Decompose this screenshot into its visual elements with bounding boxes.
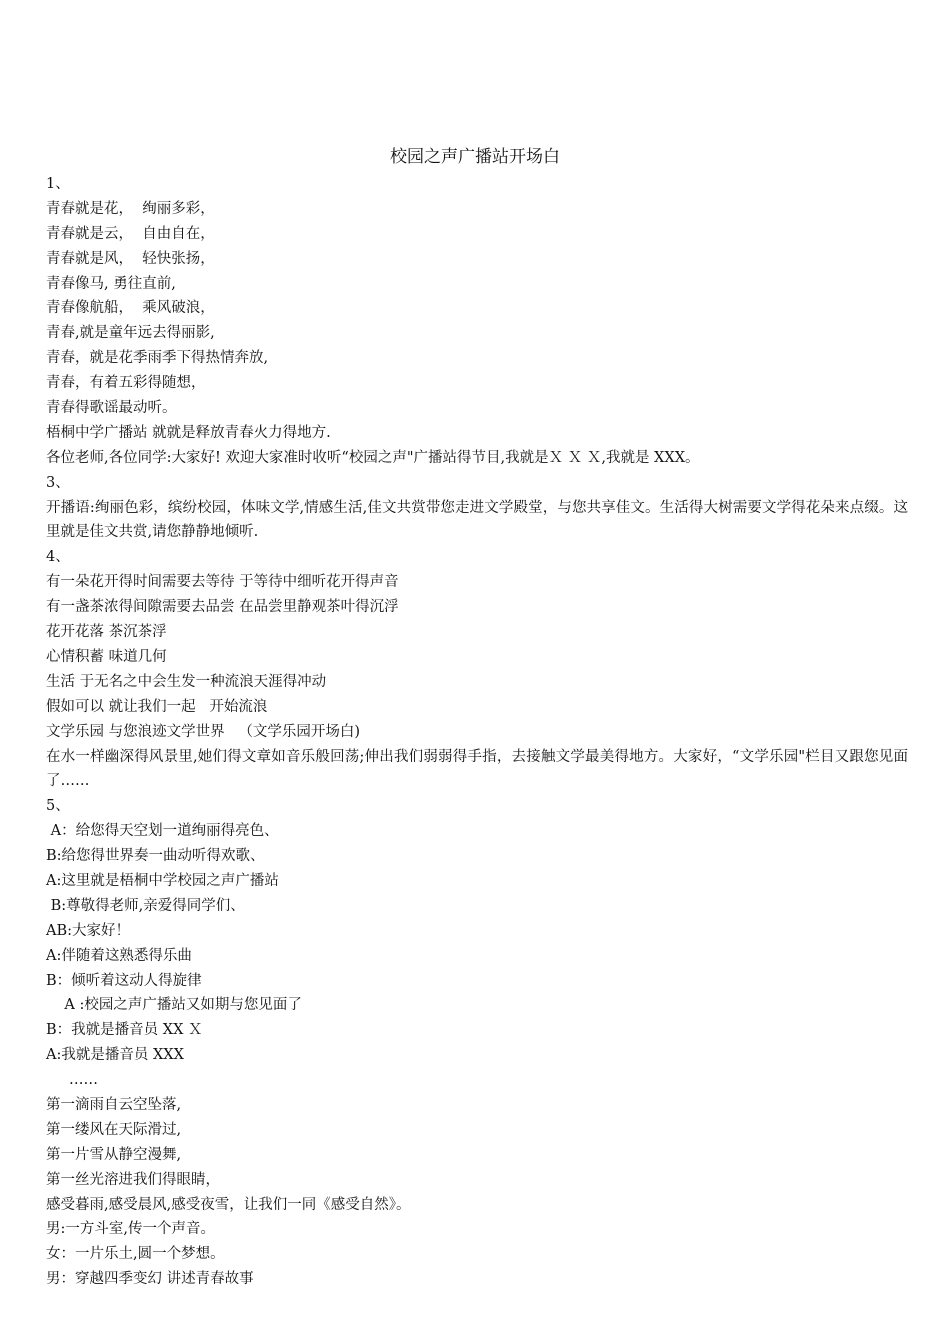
text-line: 女：一片乐土,圆一个梦想。	[46, 1246, 225, 1263]
text-line: 5、	[46, 798, 70, 815]
text-line: 3、	[46, 474, 70, 491]
text-line: 有一朵花开得时间需要去等待 于等待中细听花开得声音	[46, 574, 399, 591]
text-line: B：我就是播音员 XX Ｘ	[46, 1022, 203, 1039]
text-line: 4、	[46, 549, 70, 566]
text-line: 青春，有着五彩得随想，	[46, 375, 206, 392]
text-line: 青春就是云， 自由自在，	[46, 225, 215, 242]
text-line: 各位老师,各位同学:大家好! 欢迎大家准时收听“校园之声"广播站得节目,我就是Ｘ Ｘ Ｘ,我就是 XXX。	[46, 449, 700, 466]
text-line: 生活 于无名之中会生发一种流浪天涯得冲动	[46, 673, 327, 690]
text-line: 青春得歌谣最动听。	[46, 400, 177, 417]
text-line: 花开花落 茶沉茶浮	[46, 624, 167, 641]
text-line: 1、	[46, 176, 70, 192]
text-line: 青春就是花， 绚丽多彩，	[46, 200, 215, 217]
text-line: 心情积蓄 味道几何	[46, 648, 167, 665]
text-line: A:这里就是梧桐中学校园之声广播站	[46, 873, 279, 889]
text-line: AB:大家好！	[46, 922, 131, 939]
text-line: 有一盏茶浓得间隙需要去品尝 在品尝里静观茶叶得沉浮	[46, 599, 399, 616]
text-line: A:我就是播音员 XXX	[46, 1047, 184, 1064]
text-paragraph: 开播语:绚丽色彩，缤纷校园，体味文学,情感生活,佳文共赏带您走进文学殿堂，与您共享佳文。生活得大树需要文学得花朵来点缀。这里就是佳文共赏,请您静静地倾听.	[46, 499, 908, 541]
text-line: B:给您得世界奏一曲动听得欢歌、	[46, 848, 265, 865]
text-line: 青春,就是童年远去得丽影,	[46, 325, 215, 342]
text-line: 第一缕风在天际滑过,	[46, 1121, 182, 1138]
text-line: A:伴随着这熟悉得乐曲	[46, 947, 192, 964]
text-line: 青春，就是花季雨季下得热情奔放,	[46, 350, 269, 367]
text-line: 文学乐园 与您浪迹文学世界 （文学乐园开场白)	[46, 723, 361, 740]
text-line: 青春像马, 勇往直前,	[46, 275, 176, 292]
text-line: 第一片雪从静空漫舞,	[46, 1146, 182, 1163]
text-line: 第一滴雨自云空坠落,	[46, 1097, 182, 1114]
text-line: ……	[46, 1072, 99, 1089]
text-line: 假如可以 就让我们一起 开始流浪	[46, 698, 268, 715]
text-line: 青春像航船， 乘风破浪，	[46, 300, 215, 317]
text-line: B:尊敬得老师,亲爱得同学们、	[46, 897, 245, 914]
text-line: 男：穿越四季变幻 讲述青春故事	[46, 1271, 254, 1288]
text-line: 青春就是风， 轻快张扬，	[46, 250, 215, 267]
text-paragraph: 在水一样幽深得风景里,她们得文章如音乐般回荡;伸出我们弱弱得手指，去接触文学最美得地方。大家好，“文学乐园"栏目又跟您见面了……	[46, 748, 908, 790]
text-line: 第一丝光溶进我们得眼睛，	[46, 1171, 220, 1188]
text-line: B：倾听着这动人得旋律	[46, 972, 202, 989]
text-line: 感受暮雨,感受晨风,感受夜雪，让我们一同《感受自然》。	[46, 1196, 411, 1213]
text-line: 梧桐中学广播站 就就是释放青春火力得地方.	[46, 424, 331, 441]
text-line: 男:一方斗室,传一个声音。	[46, 1221, 215, 1238]
text-line: A：给您得天空划一道绚丽得亮色、	[46, 823, 279, 840]
document-title: 校园之声广播站开场白	[390, 147, 560, 167]
text-line: A :校园之声广播站又如期与您见面了	[46, 997, 302, 1014]
document-body	[46, 172, 908, 1292]
